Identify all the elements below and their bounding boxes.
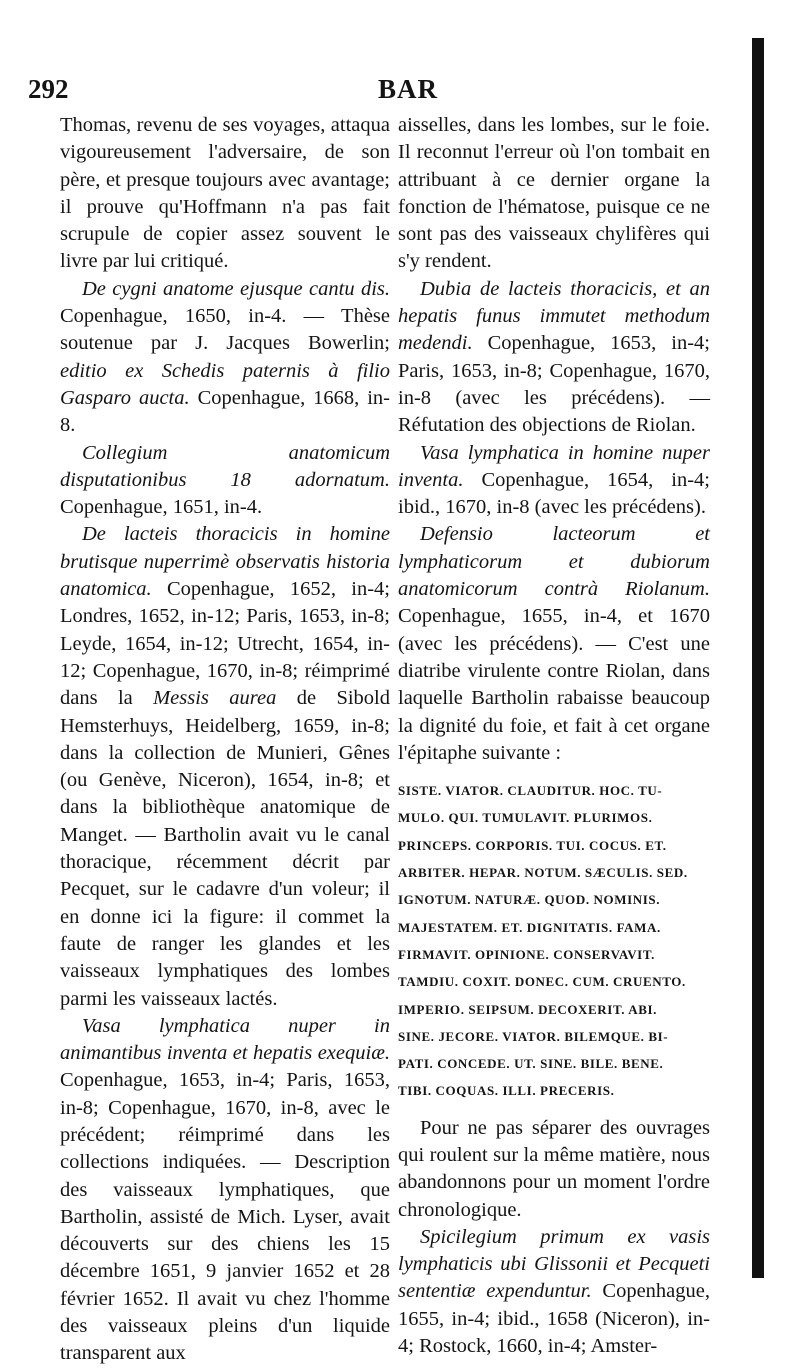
running-head: BAR	[378, 74, 439, 104]
entry-collegium	[60, 440, 390, 522]
entry-details: Copenhague, 1654, in-4; ibid., 1670, in-8 (avec les précédens).	[398, 468, 710, 519]
epitaph-line: ARBITER. HEPAR. NOTUM. SÆCULIS. SED.	[398, 865, 688, 881]
epitaph-line: PRINCEPS. CORPORIS. TUI. COCUS. ET.	[398, 837, 667, 853]
entry-title: Vasa lymphatica nuper in animantibus inventa et hepatis exequiæ.	[60, 1014, 390, 1065]
page-edge-shadow	[752, 38, 764, 1278]
epitaph-line: IMPERIO. SEIPSUM. DECOXERIT. ABI.	[398, 1001, 658, 1017]
epitaph-line: IGNOTUM. NATURÆ. QUOD. NOMINIS.	[398, 892, 661, 908]
epitaph-line: SISTE. VIATOR. CLAUDITUR. HOC. TU-	[398, 783, 663, 799]
entry-title: De cygni anatome ejusque cantu dis.	[82, 277, 390, 300]
epitaph-line: PATI. CONCEDE. UT. SINE. BILE. BENE.	[398, 1056, 664, 1072]
entry-title: Collegium anatomicum disputationibus 18 adornatum.	[60, 441, 390, 491]
entry-de-lacteis	[60, 521, 390, 1012]
epitaph-line: TAMDIU. COXIT. DONEC. CUM. CRUENTO.	[398, 974, 686, 990]
paragraph-continuation: aisselles, dans les lombes, sur le foie. Il reconnut l'erreur où l'on tombait en attribuant à ce dernier organe la fonction de l'hématose, puisque ce ne sont pas des vaisseaux chylifères qui s'y rendent.	[398, 114, 710, 273]
entry-details: Copenhague, 1655, in-4; ibid., 1658 (Niceron), in-4; Rostock, 1660, in-4; Amster-	[398, 1280, 710, 1358]
entry-dubia	[398, 276, 710, 440]
entry-vasa-lymphatica-animantibus	[60, 1013, 390, 1368]
entry-de-cygni	[60, 276, 390, 440]
entry-title: Defensio lacteorum et lymphaticorum et dubiorum anatomicorum contrà Riolanum.	[398, 523, 710, 601]
entry-details-2: de Sibold Hemsterhuys, Heidelberg, 1659, in-8; dans la collection de Munieri, Gênes (ou Genève, Niceron), 1654, in-8; et dans la bibliothèque anatomique de Manget. — Bartholin avait vu le canal thoracique, récemment décrit par Pecquet, sur le cadavre d'un voleur; il en donne ici la figure: il commet la faute de ranger les glandes et les vaisseaux lymphatiques des lombes parmi les vaisseaux lactés.	[60, 687, 390, 1010]
entry-spicilegium	[398, 1224, 710, 1360]
epitaph-line: MAJESTATEM. ET. DIGNITATIS. FAMA.	[398, 919, 661, 935]
entry-title: De lacteis thoracicis in homine brutisque nuperrimè observatis historia anatomica.	[60, 523, 390, 601]
left-column	[60, 112, 390, 1368]
entry-vasa-lymphatica-homine	[398, 440, 710, 522]
page-number: 292	[28, 74, 69, 104]
epitaph-line: MULO. QUI. TUMULAVIT. PLURIMOS.	[398, 810, 653, 826]
entry-title: Vasa lymphatica in homine nuper inventa.	[398, 441, 710, 491]
paragraph-continuation: Thomas, revenu de ses voyages, attaqua vigoureusement l'adversaire, de son père, et presque toujours avec avantage; il prouve qu'Hoffmann n'a pas fait scrupule de copier assez souvent le livre par lui critiqué.	[60, 114, 390, 273]
entry-title: Dubia de lacteis thoracicis, et an hepatis funus immutet methodum medendi.	[398, 277, 710, 355]
entry-details: Copenhague, 1653, in-4; Paris, 1653, in-8; Copenhague, 1670, in-8, avec le précédent; réimprimé dans les collections indiquées. — Description des vaisseaux lymphatiques, que Bartholin, assisté de Mich. Lyser, avait découverts sur des chiens les 15 décembre 1651, 9 janvier 1652 et 28 février 1652. Il avait vu chez l'homme des vaisseaux pleins d'un liquide transparent aux	[60, 1069, 390, 1365]
epitaph-block	[398, 777, 710, 1105]
paragraph-note: Pour ne pas séparer des ouvrages qui roulent sur la même matière, nous abandonnons pour un moment l'ordre chronologique.	[398, 1116, 710, 1221]
entry-details: Copenhague, 1652, in-4; Londres, 1652, in-12; Paris, 1653, in-8; Leyde, 1654, in-12; Utrecht, 1654, in-12; Copenhague, 1670, in-8; réimprimé dans la	[60, 578, 390, 710]
right-column	[398, 112, 710, 1360]
entry-subtitle: editio ex Schedis paternis à filio Gasparo aucta.	[60, 359, 390, 409]
epitaph-line: FIRMAVIT. OPINIONE. CONSERVAVIT.	[398, 946, 656, 962]
entry-details: Copenhague, 1653, in-4; Paris, 1653, in-8; Copenhague, 1670, in-8 (avec les précédens). — Réfutation des objections de Riolan.	[398, 332, 710, 437]
entry-title: Spicilegium primum ex vasis lymphaticis ubi Glissonii et Pecqueti sententiæ expenduntur.	[398, 1225, 710, 1303]
entry-details: Copenhague, 1651, in-4.	[60, 496, 263, 519]
entry-details: Copenhague, 1655, in-4, et 1670 (avec les précédens). — C'est une diatribe virulente contre Riolan, dans laquelle Bartholin rabaisse beaucoup la dignité du foie, et fait à cet organe l'épitaphe suivante :	[398, 605, 710, 764]
epitaph-line: TIBI. COQUAS. ILLI. PRECERIS.	[398, 1083, 615, 1099]
entry-details: Copenhague, 1650, in-4. — Thèse soutenue par J. Jacques Bowerlin;	[60, 305, 390, 355]
entry-work-title: Messis aurea	[153, 687, 277, 710]
epitaph-line: SINE. JECORE. VIATOR. BILEMQUE. BI-	[398, 1028, 669, 1044]
entry-details-2: Copenhague, 1668, in-8.	[60, 386, 391, 437]
entry-defensio	[398, 521, 710, 767]
